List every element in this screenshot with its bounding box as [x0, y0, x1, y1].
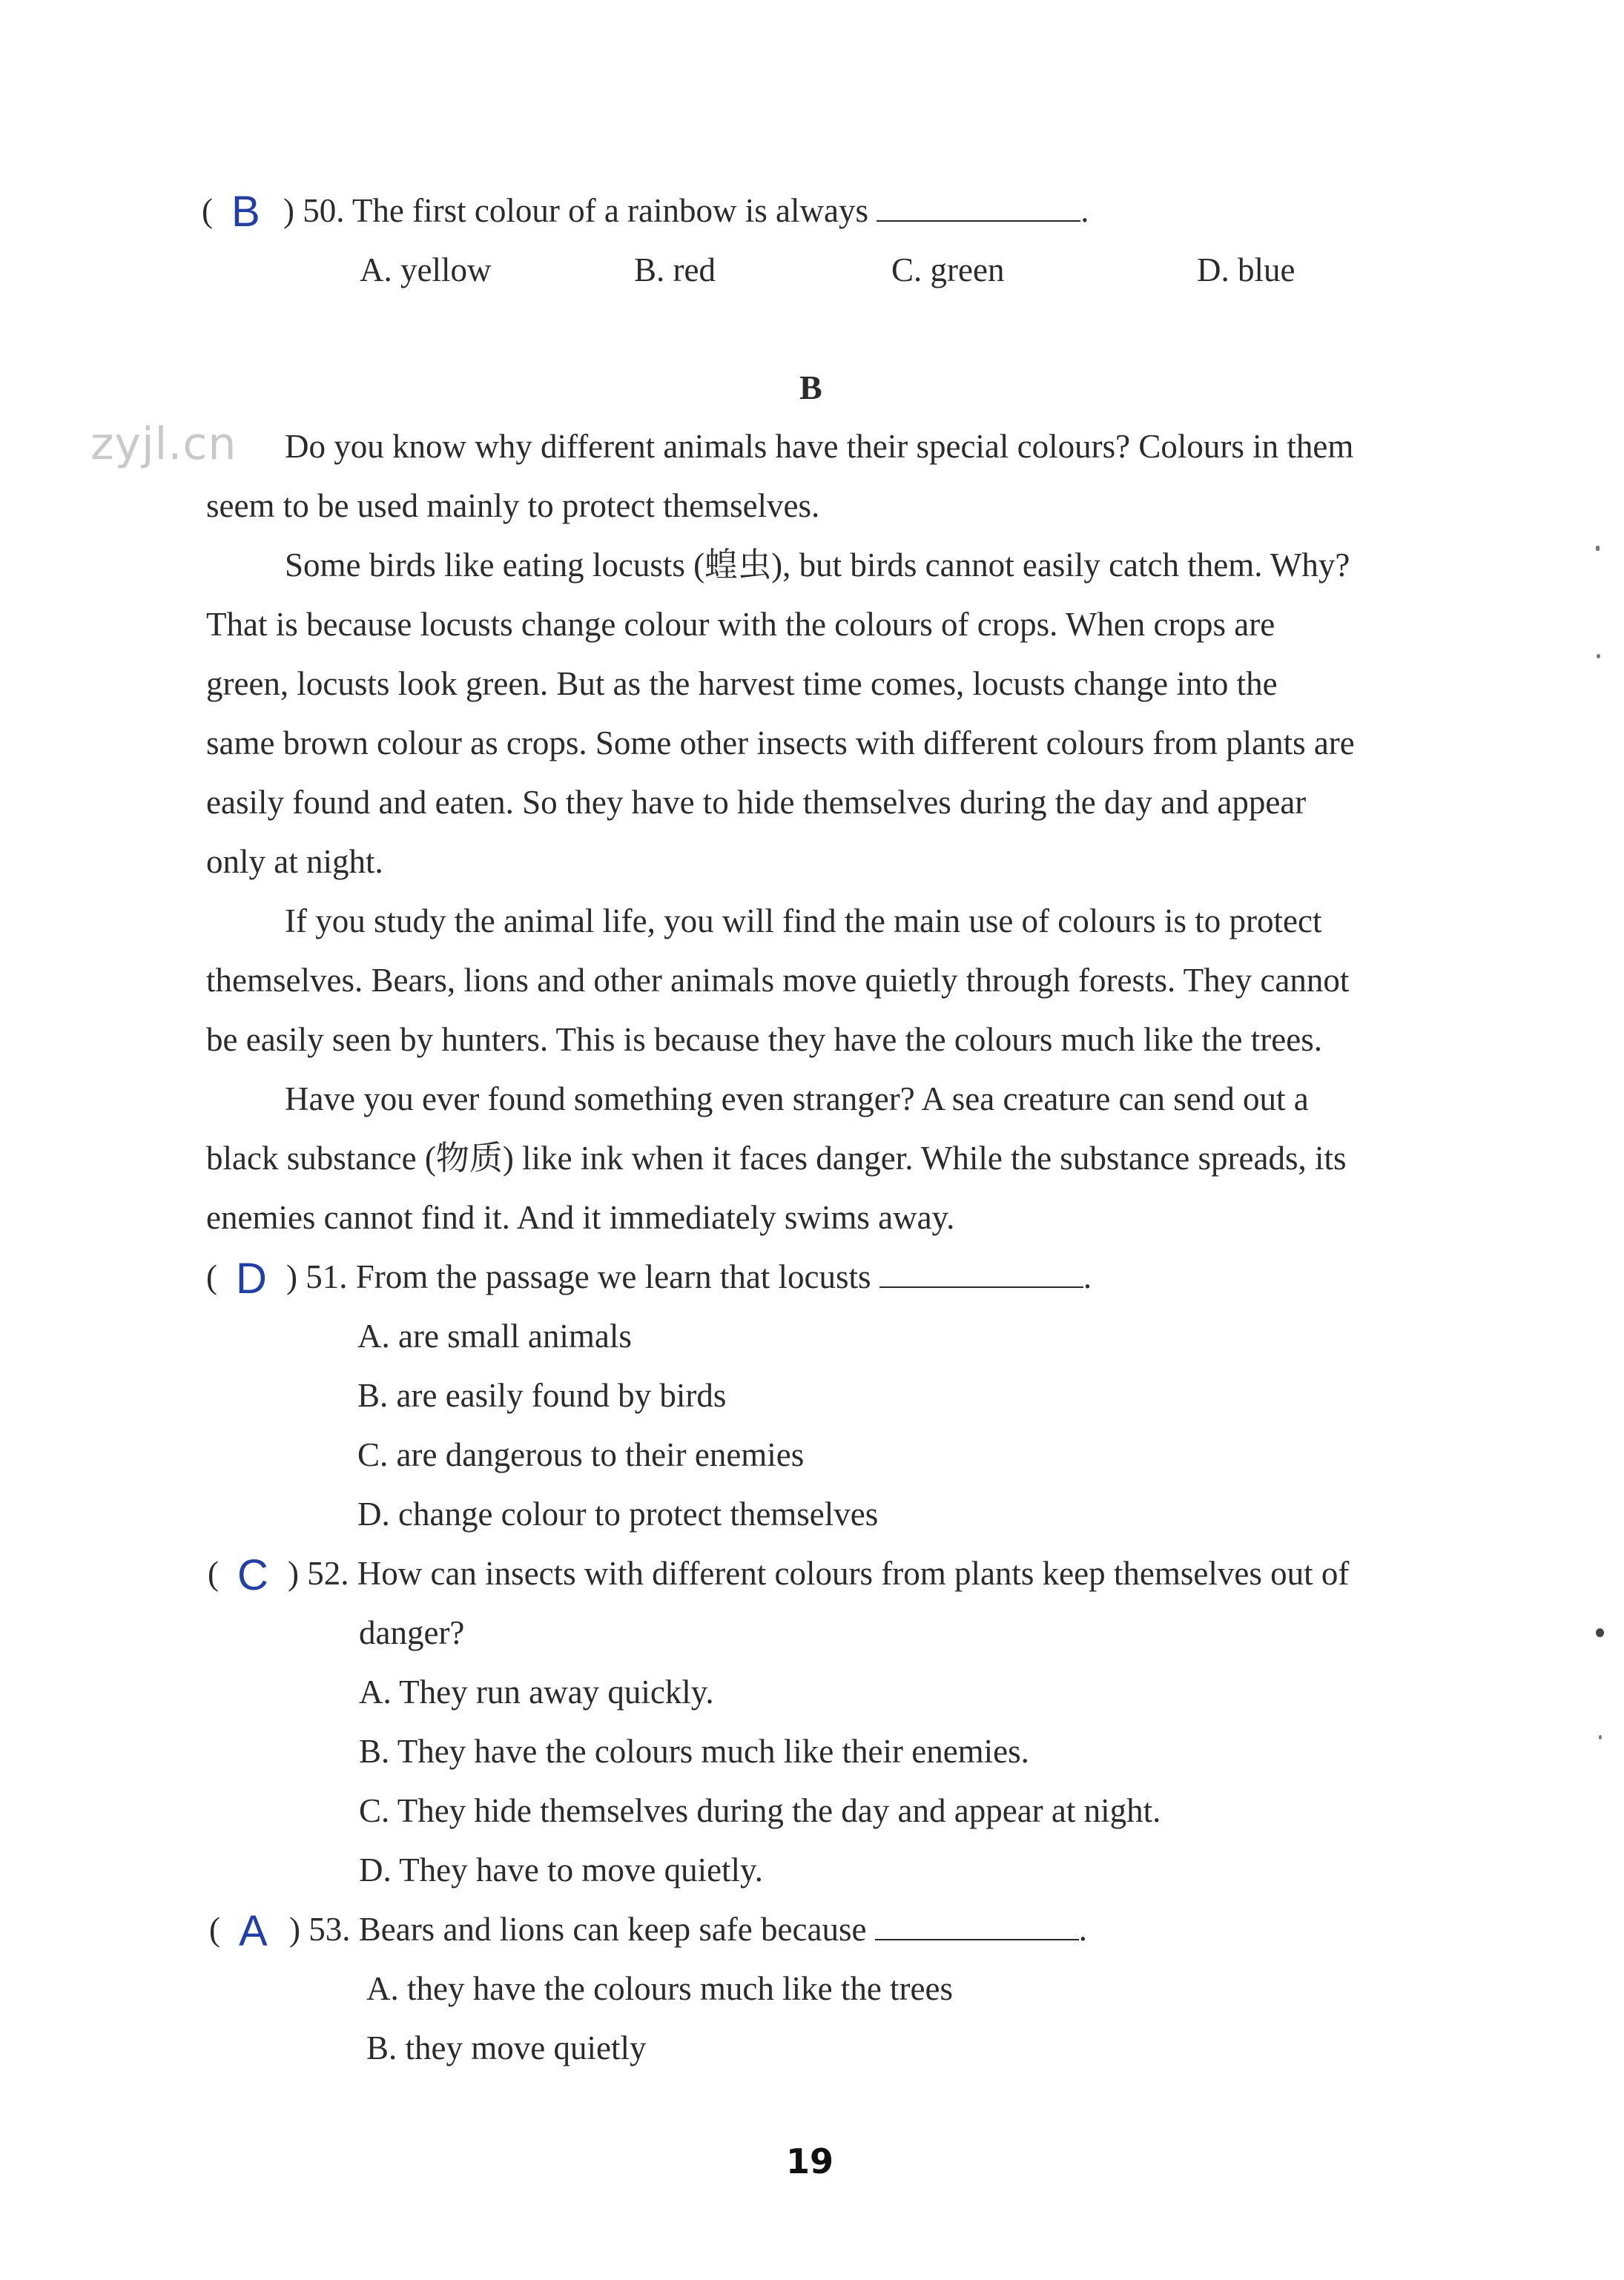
q51-open-paren: (	[206, 1258, 217, 1295]
passage-line-6: same brown colour as crops. Some other insects with different colours from plants are	[206, 724, 1355, 761]
q50-blank	[877, 194, 1080, 222]
q53-blank	[875, 1912, 1079, 1940]
passage-line-2: seem to be used mainly to protect themselves.	[206, 487, 820, 524]
passage-line-4: That is because locusts change colour with the colours of crops. When crops are	[206, 606, 1275, 643]
q51-blank	[879, 1260, 1083, 1288]
watermark: zyjl.cn	[90, 418, 237, 470]
q52-stem-continued: danger?	[359, 1614, 465, 1651]
passage-line-13: black substance (物质) like ink when it faces danger. While the substance spreads, its	[206, 1140, 1347, 1177]
scan-speck	[1596, 546, 1600, 551]
q53-open-paren: (	[209, 1911, 220, 1948]
q50-stem-text: ) 50. The first colour of a rainbow is always	[283, 192, 868, 229]
q52-option-d: D. They have to move quietly.	[359, 1851, 763, 1889]
q52-option-c: C. They hide themselves during the day and appear at night.	[359, 1792, 1161, 1829]
q52-open-paren: (	[208, 1555, 219, 1592]
passage-line-14: enemies cannot find it. And it immediately swims away.	[206, 1199, 955, 1236]
passage-line-11: be easily seen by hunters. This is because they have the colours much like the trees.	[206, 1021, 1322, 1058]
passage-line-9: If you study the animal life, you will find the main use of colours is to protect	[285, 902, 1322, 939]
q53-stem-text: ) 53. Bears and lions can keep safe because	[289, 1911, 867, 1948]
q52-option-b: B. They have the colours much like their enemies.	[359, 1733, 1029, 1770]
q50-answer: B	[231, 188, 260, 236]
q53-option-a: A. they have the colours much like the trees	[366, 1970, 953, 2007]
passage-line-1: Do you know why different animals have their special colours? Colours in them	[285, 428, 1354, 465]
passage-line-10: themselves. Bears, lions and other animals move quietly through forests. They cannot	[206, 962, 1350, 999]
q51-answer: D	[236, 1255, 267, 1303]
q52-answer: C	[237, 1551, 268, 1599]
q50-stem: ) 50. The first colour of a rainbow is always .	[283, 192, 1089, 229]
q50-option-d: D. blue	[1197, 251, 1295, 288]
page-number: 19	[786, 2141, 834, 2181]
q50-open-paren: (	[202, 192, 213, 229]
q50-option-b: B. red	[634, 251, 716, 288]
scan-speck	[1597, 654, 1600, 658]
q51-option-b: B. are easily found by birds	[357, 1377, 727, 1414]
q51-option-c: C. are dangerous to their enemies	[357, 1436, 805, 1473]
q51-stem-text: ) 51. From the passage we learn that locusts	[286, 1258, 871, 1295]
q51-option-d: D. change colour to protect themselves	[357, 1496, 879, 1533]
q52-stem: ) 52. How can insects with different colours from plants keep themselves out of	[288, 1555, 1350, 1592]
q53-stem: ) 53. Bears and lions can keep safe because .	[289, 1911, 1087, 1948]
section-heading: B	[799, 369, 822, 406]
passage-line-3: Some birds like eating locusts (蝗虫), but birds cannot easily catch them. Why?	[285, 546, 1350, 584]
q53-option-b: B. they move quietly	[366, 2029, 647, 2066]
passage-line-5: green, locusts look green. But as the harvest time comes, locusts change into the	[206, 665, 1278, 702]
scan-speck	[1596, 1628, 1604, 1637]
passage-line-12: Have you ever found something even stranger? A sea creature can send out a	[285, 1080, 1309, 1117]
q52-option-a: A. They run away quickly.	[359, 1673, 714, 1711]
q51-option-a: A. are small animals	[357, 1318, 632, 1355]
passage-line-8: only at night.	[206, 843, 383, 880]
passage-line-7: easily found and eaten. So they have to hide themselves during the day and appear	[206, 784, 1307, 821]
q51-stem: ) 51. From the passage we learn that locusts .	[286, 1258, 1092, 1295]
q50-option-a: A. yellow	[360, 251, 492, 288]
scan-speck	[1599, 1735, 1602, 1739]
q53-answer: A	[239, 1907, 268, 1955]
q50-option-c: C. green	[891, 251, 1005, 288]
